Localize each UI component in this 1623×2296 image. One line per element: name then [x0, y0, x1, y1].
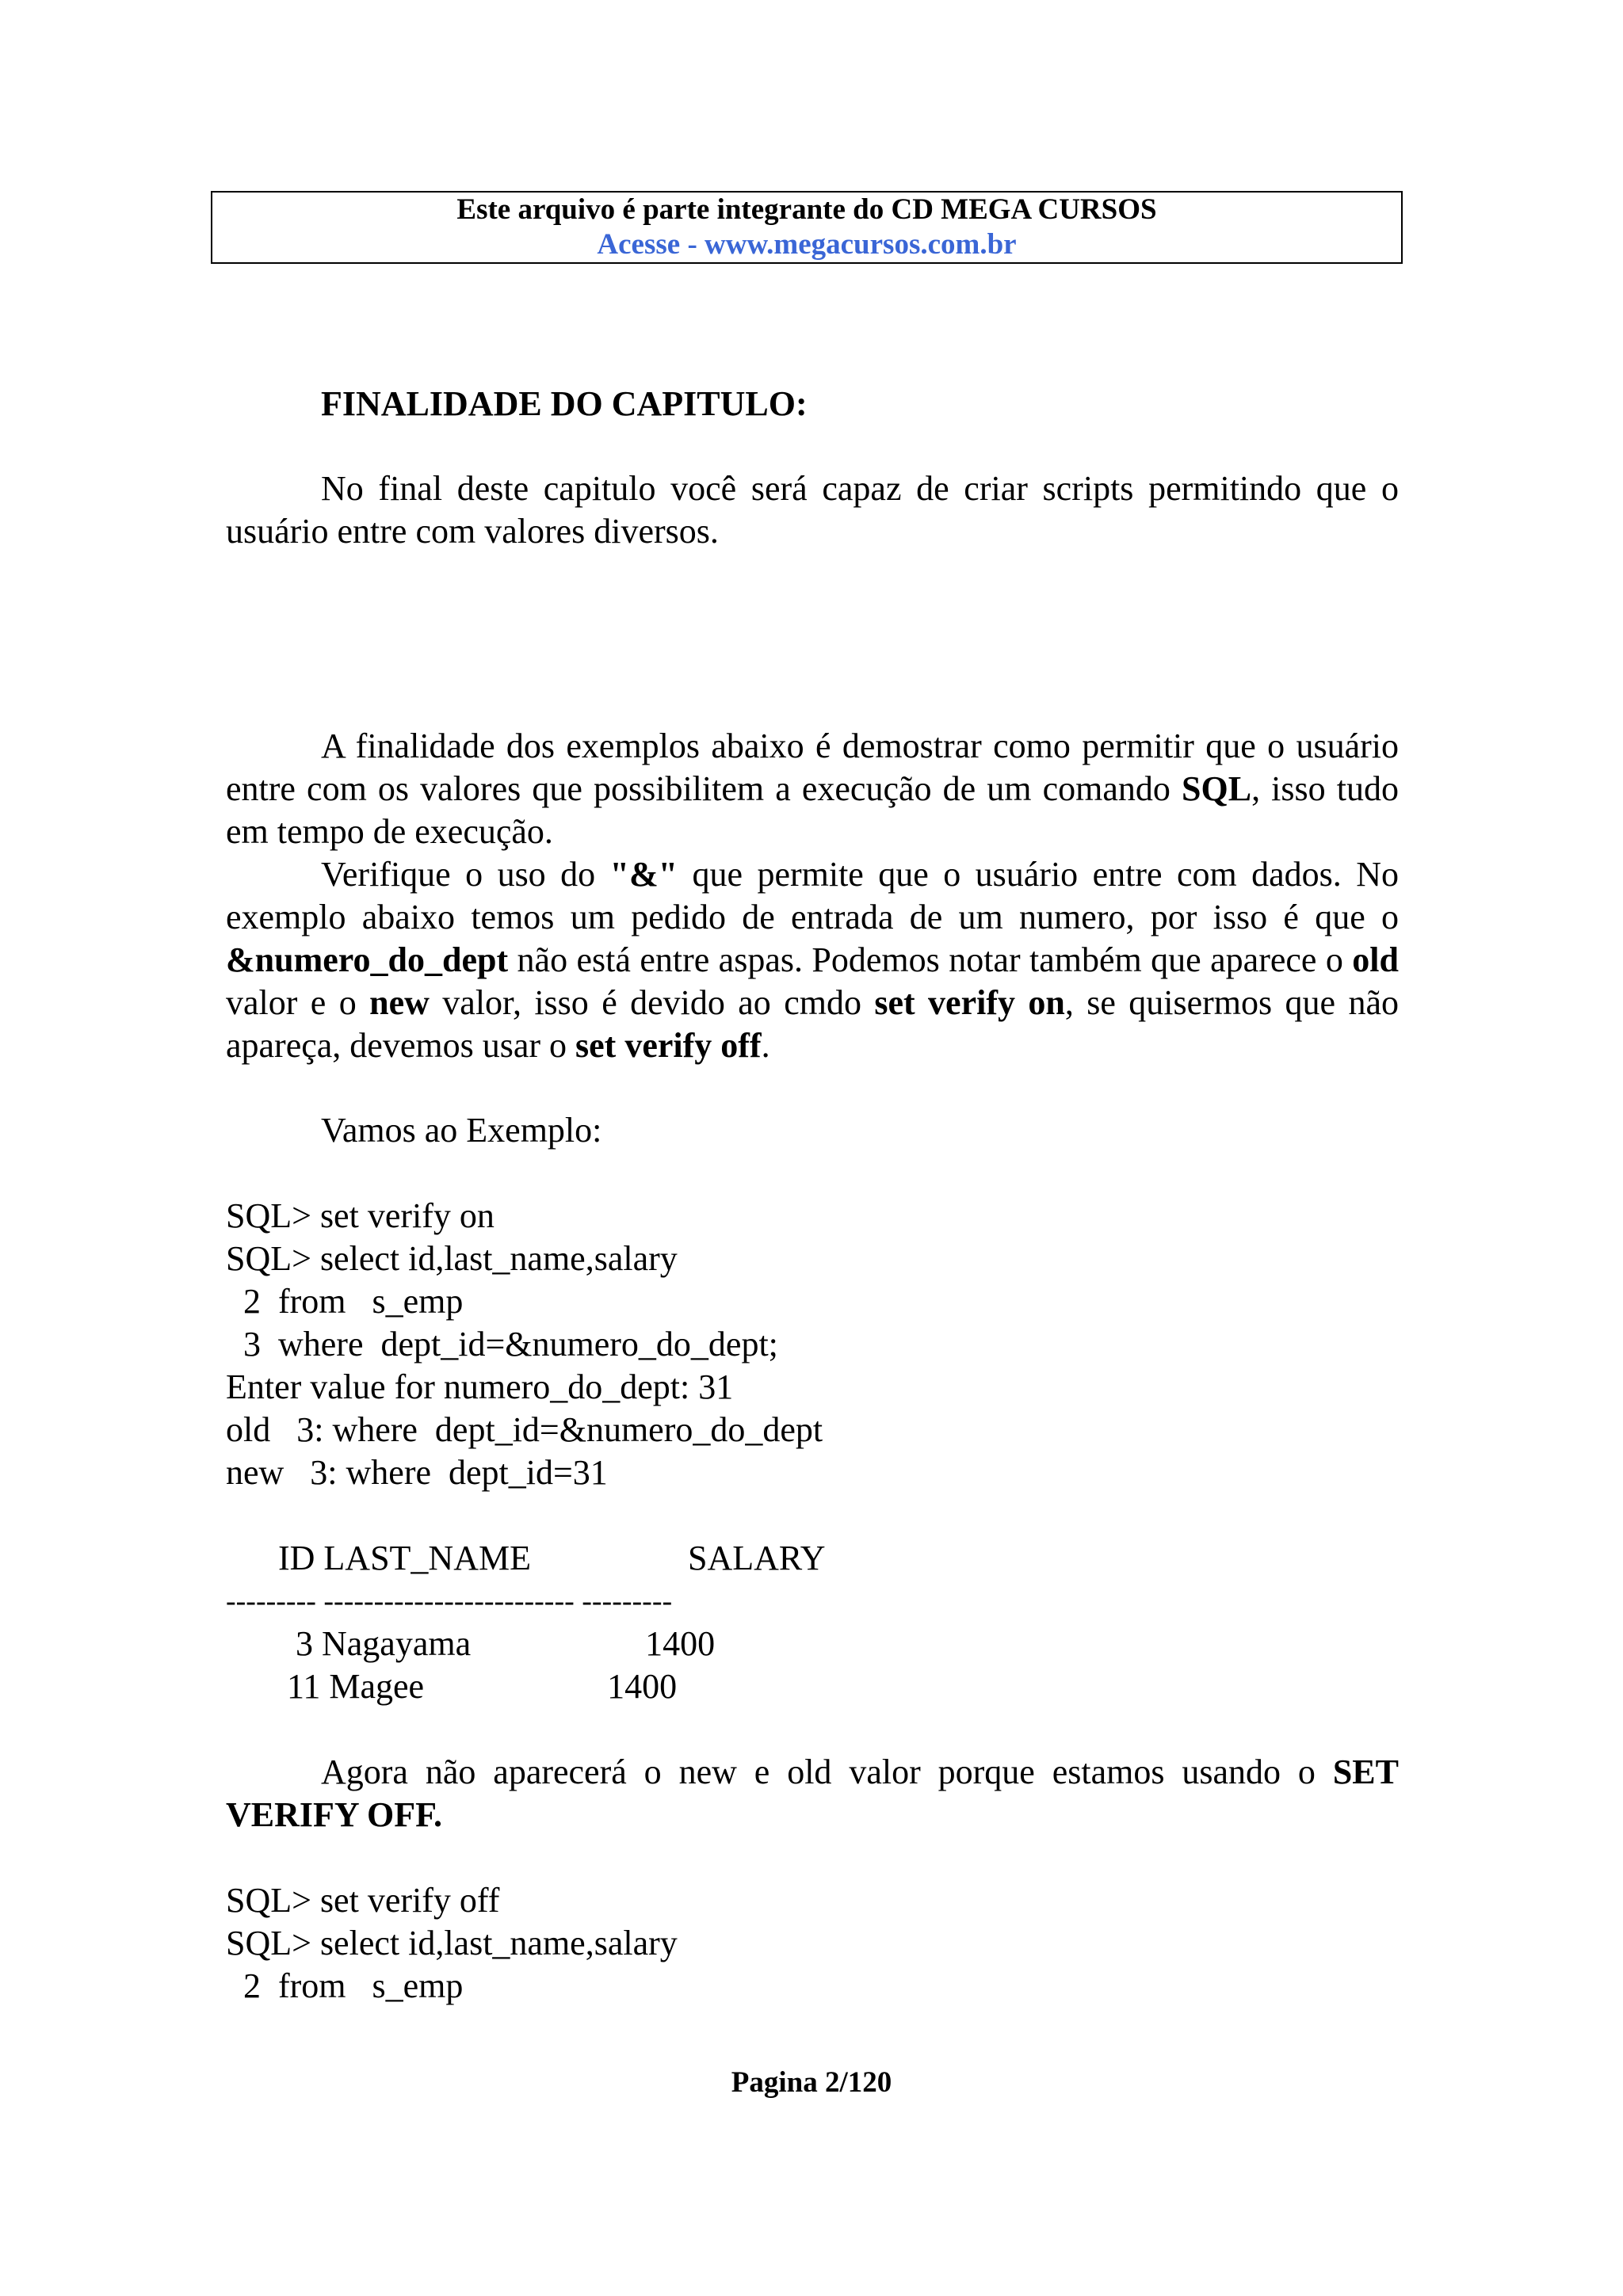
code-line: SQL> select id,last_name,salary	[226, 1239, 678, 1278]
code-line: Enter value for numero_do_dept: 31	[226, 1367, 734, 1406]
result-table-separator: --------- ------------------------- ---------	[226, 1585, 673, 1618]
intro-paragraph: No final deste capitulo você será capaz de criar scripts permitindo que o usuário entre com valores diversos.	[226, 469, 1399, 551]
header-website-link[interactable]: Acesse - www.megacursos.com.br	[597, 228, 1017, 261]
example-intro: Vamos ao Exemplo:	[321, 1111, 602, 1150]
page-number: Pagina 2/120	[731, 2066, 892, 2099]
header-title: Este arquivo é parte integrante do CD MEGA CURSOS	[456, 193, 1157, 226]
chapter-heading: FINALIDADE DO CAPITULO:	[321, 384, 808, 423]
table-row: 3 Nagayama 1400	[226, 1624, 716, 1663]
code-line: 2 from s_emp	[226, 1282, 464, 1321]
code-line: SQL> set verify off	[226, 1881, 500, 1920]
paragraph-verify: Verifique o uso do "&" que permite que o usuário entre com dados. No exemplo abaixo temos um pedido de entrada de um numero, por isso é que o &numero_do_dept não está entre aspas. Podemos notar também que aparece o old valor e o new valor, isso é devido ao cmdo set verify on, se quisermos que não apareça, devemos usar o set verify off.	[226, 855, 1400, 1065]
paragraph-verify-off: Agora não aparecerá o new e old valor porque estamos usando o SET VERIFY OFF.	[226, 1753, 1399, 1834]
table-row: 11 Magee 1400	[226, 1667, 678, 1706]
code-line: 2 from s_emp	[226, 1966, 464, 2005]
code-line: SQL> set verify on	[226, 1196, 495, 1235]
sql-keyword: SQL	[1182, 769, 1252, 808]
result-table-header: ID LAST_NAME SALARY	[226, 1539, 826, 1577]
code-line: 3 where dept_id=&numero_do_dept;	[226, 1325, 778, 1363]
set-verify-off-keyword: SET VERIFY OFF.	[226, 1753, 1399, 1834]
paragraph-purpose: A finalidade dos exemplos abaixo é demostrar como permitir que o usuário entre com os valores que possibilitem a execução de um comando SQL, isso tudo em tempo de execução.	[226, 727, 1399, 851]
code-line: SQL> select id,last_name,salary	[226, 1924, 678, 1962]
code-line: new 3: where dept_id=31	[226, 1453, 608, 1492]
code-line: old 3: where dept_id=&numero_do_dept	[226, 1410, 823, 1449]
header-banner	[211, 191, 1403, 264]
